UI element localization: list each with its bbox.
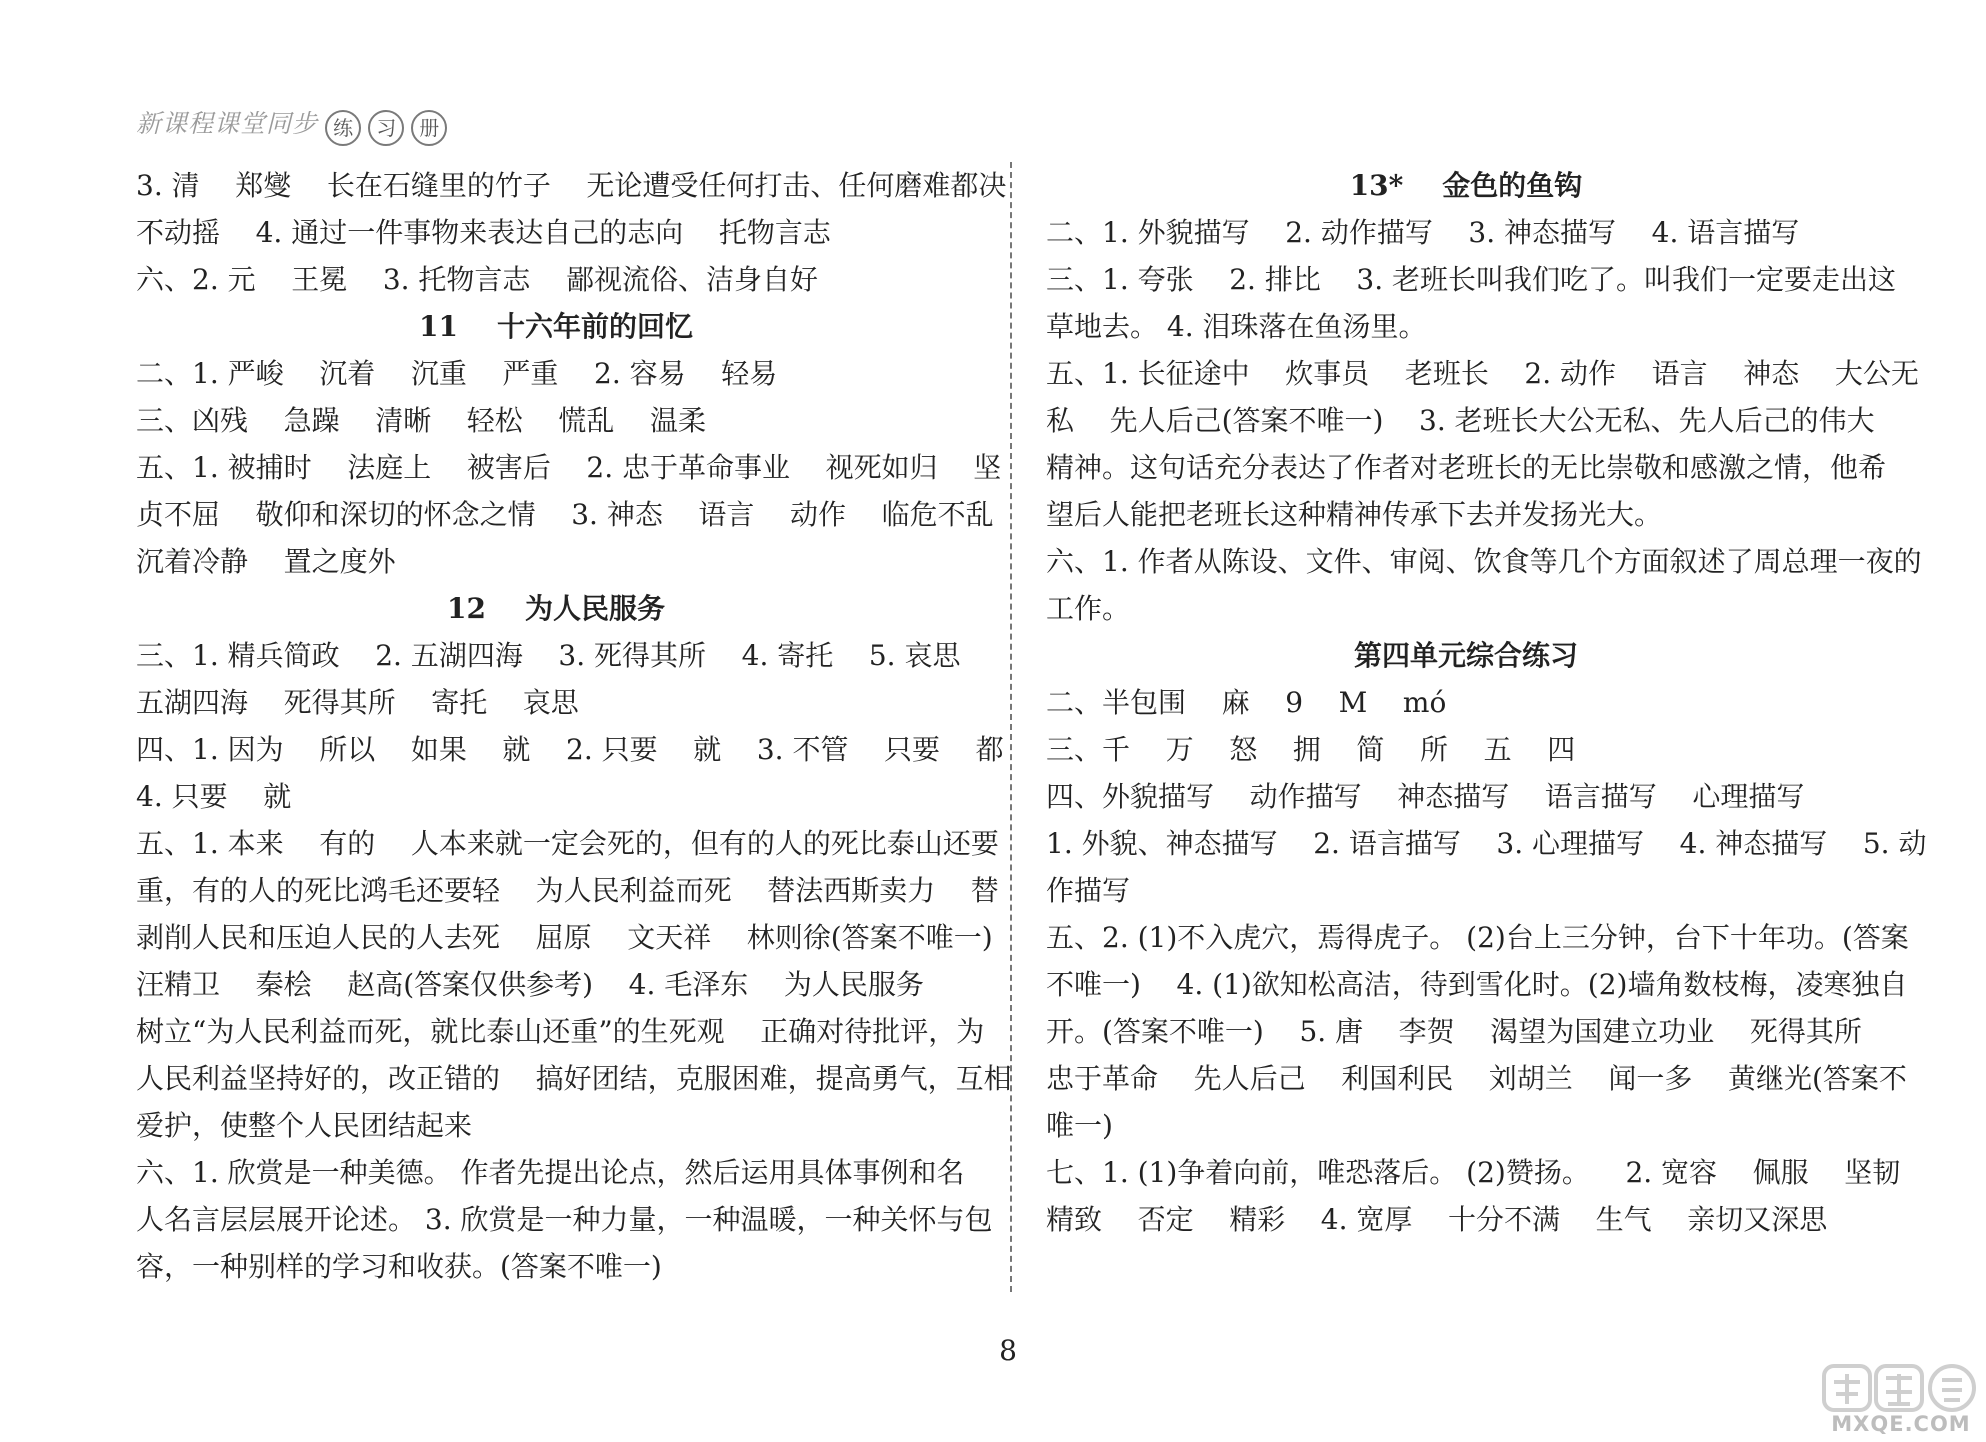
answer-line: 三、千 万 怒 拥 简 所 五 四 [1046, 733, 1576, 766]
answer-line: 1. 外貌、神态描写 2. 语言描写 3. 心理描写 4. 神态描写 5. 动 [1046, 827, 1927, 860]
answer-line: 二、1. 严峻 沉着 沉重 严重 2. 容易 轻易 [136, 357, 778, 390]
answer-line: 七、1. (1)争着向前，唯恐落后。 (2)赞扬。 2. 宽容 佩服 坚韧 [1046, 1156, 1901, 1189]
answer-line: 三、1. 精兵简政 2. 五湖四海 3. 死得其所 4. 寄托 5. 哀思 [136, 639, 961, 672]
page-number: 8 [999, 1334, 1017, 1367]
answer-line: 四、外貌描写 动作描写 神态描写 语言描写 心理描写 [1046, 780, 1805, 813]
answer-line: 五、1. 本来 有的 人本来就一定会死的，但有的人的死比泰山还要 [136, 827, 999, 860]
answer-line: 工作。 [1046, 592, 1131, 625]
watermark [1822, 1362, 1978, 1436]
watermark-logo-icon [1822, 1362, 1978, 1414]
column-divider [1010, 162, 1012, 1292]
page-header [136, 104, 466, 148]
answer-line: 4. 只要 就 [136, 780, 292, 813]
answer-line: 六、1. 欣赏是一种美德。 作者先提出论点，然后运用具体事例和名 [136, 1156, 965, 1189]
answer-line: 二、1. 外貌描写 2. 动作描写 3. 神态描写 4. 语言描写 [1046, 216, 1800, 249]
header-badge-char: 册 [411, 110, 447, 146]
answer-line: 四、1. 因为 所以 如果 就 2. 只要 就 3. 不管 只要 都 [136, 733, 1004, 766]
answer-line: 爱护，使整个人民团结起来 [136, 1109, 473, 1142]
section-heading: 11 十六年前的回忆 [419, 310, 693, 343]
right-answer-column [1046, 162, 1927, 1243]
answer-line: 容，一种别样的学习和收获。(答案不唯一) [136, 1250, 662, 1283]
answer-line: 唯一) [1046, 1109, 1113, 1142]
answer-line: 五湖四海 死得其所 寄托 哀思 [136, 686, 579, 719]
answer-line: 草地去。 4. 泪珠落在鱼汤里。 [1046, 310, 1427, 343]
answer-line: 精神。这句话充分表达了作者对老班长的无比崇敬和感激之情，他希 [1046, 451, 1887, 484]
answer-line: 精致 否定 精彩 4. 宽厚 十分不满 生气 亲切又深思 [1046, 1203, 1828, 1236]
answer-line: 五、1. 长征途中 炊事员 老班长 2. 动作 语言 神态 大公无 [1046, 357, 1919, 390]
answer-line: 三、凶残 急躁 清晰 轻松 慌乱 温柔 [136, 404, 707, 437]
answer-line: 不动摇 4. 通过一件事物来表达自己的志向 托物言志 [136, 216, 831, 249]
header-badge-char: 练 [325, 110, 361, 146]
answer-line: 剥削人民和压迫人民的人去死 屈原 文天祥 林则徐(答案不唯一) [136, 921, 993, 954]
answer-line: 沉着冷静 置之度外 [136, 545, 396, 578]
left-answer-column [136, 162, 1012, 1290]
answer-line: 五、2. (1)不入虎穴，焉得虎子。 (2)台上三分钟，台下十年功。(答案 [1046, 921, 1909, 954]
answer-line: 3. 清 郑燮 长在石缝里的竹子 无论遭受任何打击、任何磨难都决 [136, 169, 1007, 202]
answer-line: 开。(答案不唯一) 5. 唐 李贺 渴望为国建立功业 死得其所 [1046, 1015, 1862, 1048]
answer-line: 忠于革命 先人后己 利国利民 刘胡兰 闻一多 黄继光(答案不 [1046, 1062, 1907, 1095]
answer-line: 私 先人后己(答案不唯一) 3. 老班长大公无私、先人后己的伟大 [1046, 404, 1875, 437]
answer-line: 二、半包围 麻 9 M mó [1046, 686, 1447, 719]
answer-line: 贞不屈 敬仰和深切的怀念之情 3. 神态 语言 动作 临危不乱 [136, 498, 994, 531]
section-heading: 12 为人民服务 [447, 592, 665, 625]
section-heading: 13* 金色的鱼钩 [1349, 169, 1583, 202]
section-heading: 第四单元综合练习 [1353, 639, 1578, 672]
answer-line: 汪精卫 秦桧 赵高(答案仅供参考) 4. 毛泽东 为人民服务 [136, 968, 924, 1001]
answer-line: 作描写 [1046, 874, 1131, 907]
answer-line: 六、1. 作者从陈设、文件、审阅、饮食等几个方面叙述了周总理一夜的 [1046, 545, 1922, 578]
answer-line: 人民利益坚持好的，改正错的 搞好团结，克服困难，提高勇气，互相 [136, 1062, 1012, 1095]
answer-line: 人名言层层展开论述。 3. 欣赏是一种力量，一种温暖，一种关怀与包 [136, 1203, 993, 1236]
answer-line: 三、1. 夸张 2. 排比 3. 老班长叫我们吃了。叫我们一定要走出这 [1046, 263, 1897, 296]
header-badge-char: 习 [368, 110, 404, 146]
answer-line: 树立“为人民利益而死，就比泰山还重”的生死观 正确对待批评，为 [136, 1015, 985, 1048]
watermark-url: MXQE.COM [1831, 1412, 1971, 1436]
answer-line: 望后人能把老班长这种精神传承下去并发扬光大。 [1046, 498, 1663, 531]
answer-line: 五、1. 被捕时 法庭上 被害后 2. 忠于革命事业 视死如归 坚 [136, 451, 1002, 484]
header-series-text: 新课程课堂同步 [136, 109, 319, 138]
answer-line: 不唯一) 4. (1)欲知松高洁，待到雪化时。(2)墙角数枝梅，凌寒独自 [1046, 968, 1908, 1001]
answer-line: 重，有的人的死比鸿毛还要轻 为人民利益而死 替法西斯卖力 替 [136, 874, 999, 907]
answer-line: 六、2. 元 王冕 3. 托物言志 鄙视流俗、洁身自好 [136, 263, 819, 296]
